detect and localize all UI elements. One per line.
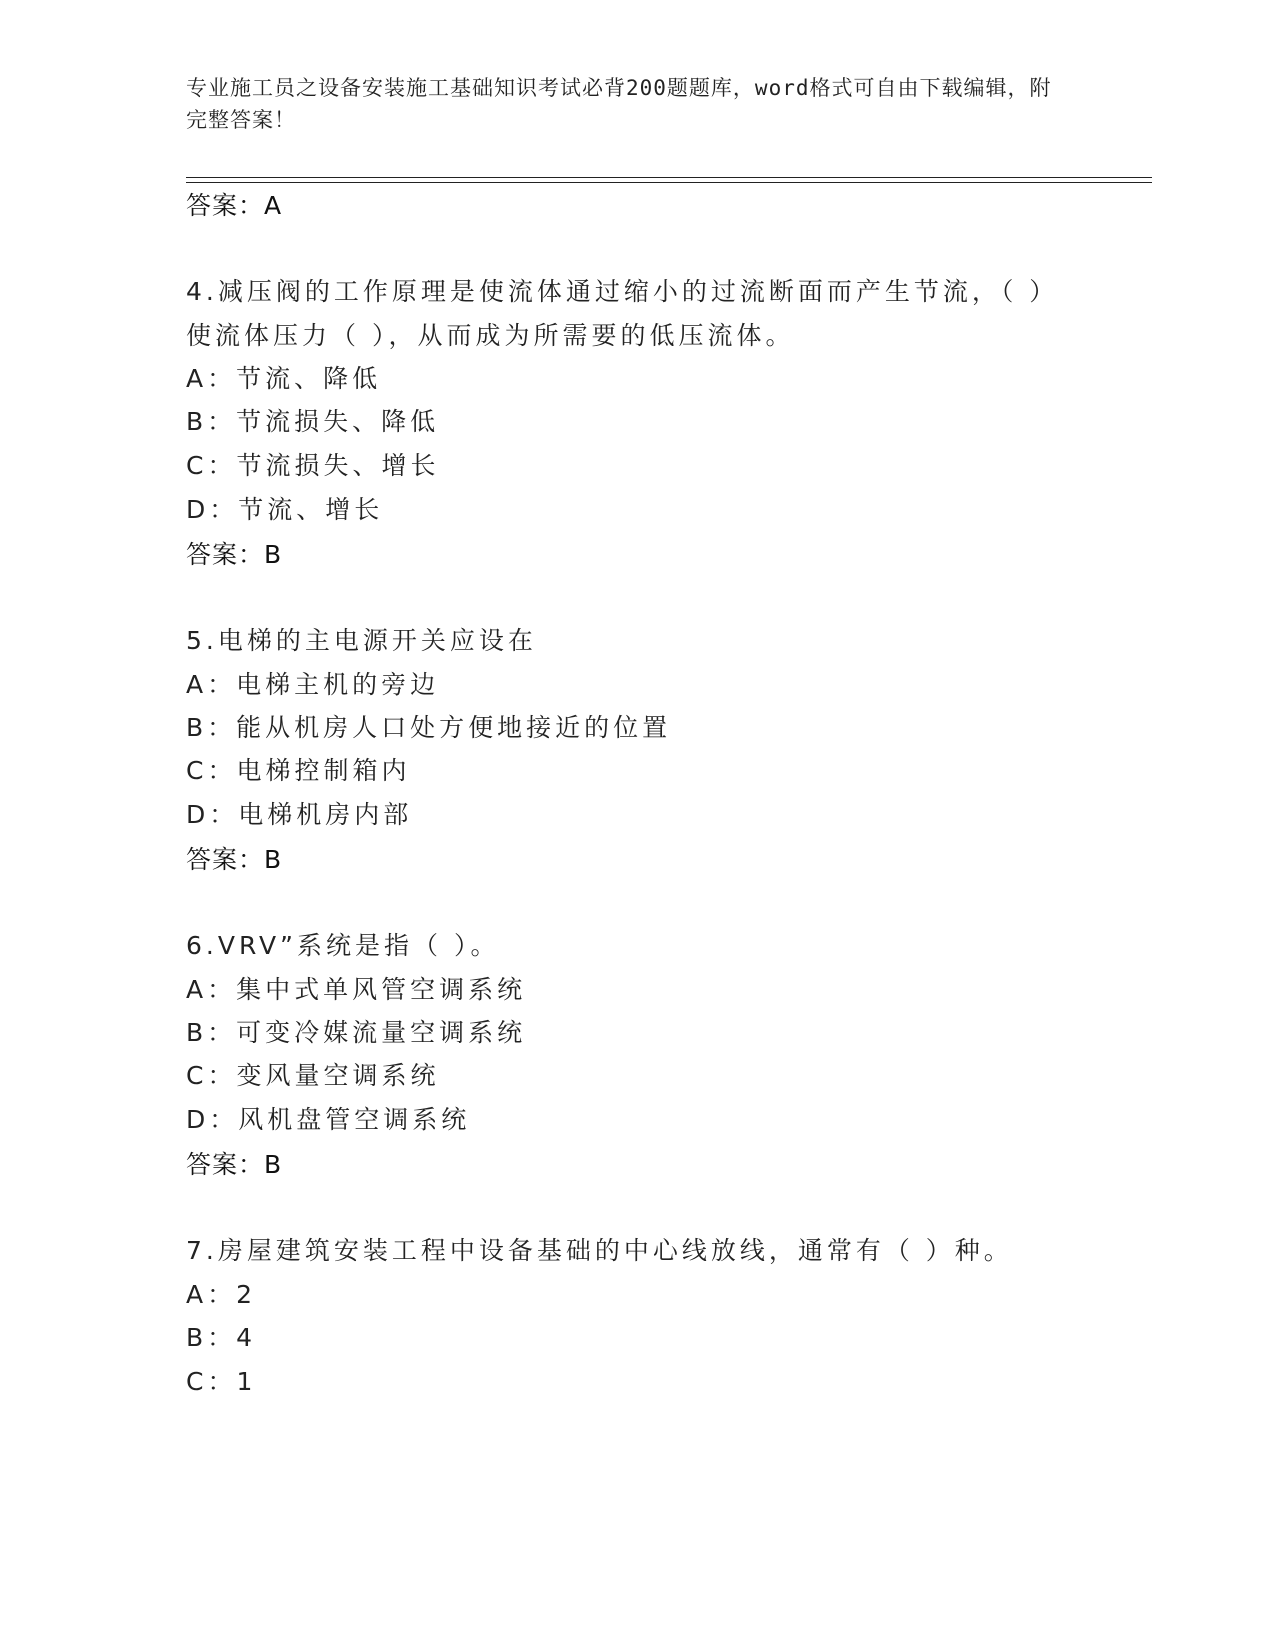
question-4-option-c: C：节流损失、增长 (186, 451, 440, 480)
question-7-option-b: B：4 (186, 1323, 257, 1352)
question-5-option-a: A：电梯主机的旁边 (186, 670, 440, 699)
question-4-option-a: A：节流、降低 (186, 364, 382, 393)
question-4-text-line1: 4.减压阀的工作原理是使流体通过缩小的过流断面而产生节流，（ ） (186, 277, 1059, 306)
document-header: 专业施工员之设备安装施工基础知识考试必背200题题库，word格式可自由下载编辑，附完整答案！ (186, 76, 1052, 132)
question-5-text: 5.电梯的主电源开关应设在 (186, 626, 537, 655)
question-6-option-a: A：集中式单风管空调系统 (186, 975, 527, 1004)
question-7-option-c: C：1 (186, 1367, 257, 1396)
question-6-option-c: C：变风量空调系统 (186, 1061, 440, 1090)
question-5-option-c: C：电梯控制箱内 (186, 756, 411, 785)
question-7-option-a: A：2 (186, 1280, 257, 1309)
question-5-answer: 答案：B (186, 845, 283, 874)
question-7-text: 7.房屋建筑安装工程中设备基础的中心线放线，通常有（ ）种。 (186, 1236, 1013, 1265)
header-divider-top (186, 177, 1152, 178)
answer-prev: 答案：A (186, 191, 283, 220)
question-4-text-line2: 使流体压力（ ），从而成为所需要的低压流体。 (186, 321, 795, 350)
question-5-option-b: B：能从机房人口处方便地接近的位置 (186, 713, 672, 742)
question-5-option-d: D：电梯机房内部 (186, 800, 413, 829)
question-6-answer: 答案：B (186, 1150, 283, 1179)
question-4-option-b: B：节流损失、降低 (186, 407, 440, 436)
question-6-option-b: B：可变冷媒流量空调系统 (186, 1018, 527, 1047)
header-divider-bottom (186, 182, 1152, 183)
question-6-option-d: D：风机盘管空调系统 (186, 1105, 471, 1134)
question-6-text: 6.VRV”系统是指（ ）。 (186, 931, 500, 960)
question-4-answer: 答案：B (186, 540, 283, 569)
question-4-option-d: D：节流、增长 (186, 495, 384, 524)
